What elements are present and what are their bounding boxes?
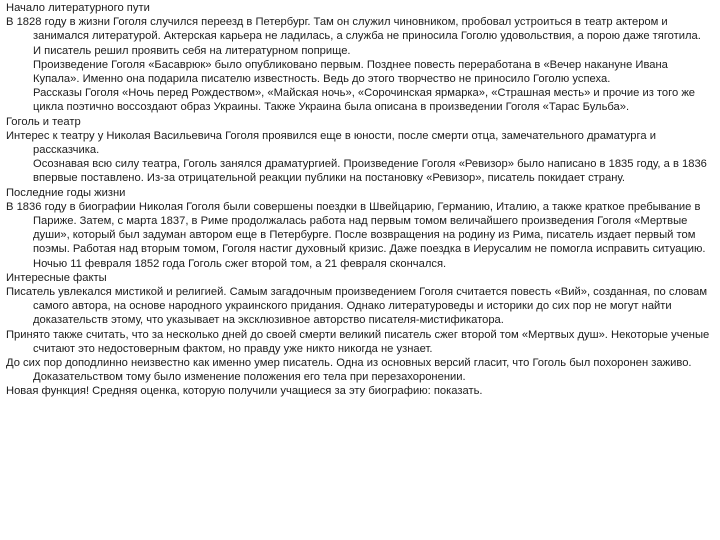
paragraph-mysticism-viy: Писатель увлекался мистикой и религией. Самым загадочным произведением Гоголя считается повесть «Вий», созданная, по словам самого автора, на основе народного украинского придания. Однако литературоведы и историки до сих пор не могут найти доказательств этому, что указывает на эксклюзивное авторство писателя-мистификатора. bbox=[6, 286, 708, 327]
section-heading-last-years: Последние годы жизни bbox=[6, 186, 126, 199]
paragraph-theatre-interest: Интерес к театру у Николая Васильевича Гоголя проявился еще в юности, после смерти отца, замечательного драматурга и рассказчика. bbox=[6, 129, 656, 157]
section-heading-literary-start: Начало литературного пути bbox=[6, 2, 150, 14]
paragraph-burned-volume: Принято также считать, что за несколько дней до своей смерти великий писатель сжег второй том «Мертвых душ». Некоторые ученые считают это недостоверным фактом, но правду уже никто никогда не узнает. bbox=[6, 328, 710, 355]
section-heading-facts: Интересные факты bbox=[6, 271, 107, 284]
paragraph-basavryuk: Произведение Гоголя «Басаврюк» было опубликовано первым. Позднее повесть переработана в «Вечер накануне Ивана Купала». Именно она подарила писателю известность. Ведь до этого творчество не приносило Гоголю успеха. bbox=[33, 58, 668, 86]
paragraph-new-feature: Новая функция! Средняя оценка, которую получили учащиеся за эту биографию: показать. bbox=[6, 385, 483, 398]
paragraph-death-mystery: До сих пор доподлинно неизвестно как именно умер писатель. Одна из основных версий гласит, что Гоголь был похоронен заживо. Доказательством тому было изменение положения его тела при перезахоронении. bbox=[6, 357, 692, 384]
paragraph-ukraine-stories: Рассказы Гоголя «Ночь перед Рождеством», «Майская ночь», «Сорочинская ярмарка», «Страшная месть» и прочие из того же цикла поэтично воссоздают образ Украины. Также Украина была описана в произведении Гоголя «Тарас Бульба». bbox=[33, 87, 696, 114]
paragraph-revizor: Осознавая всю силу театра, Гоголь занялся драматургией. Произведение Гоголя «Ревизор» было написано в 1835 году, а в 1836 впервые поставлено. Из-за отрицательной реакции публики на постановку «Ревизор», писатель покидает страну. bbox=[33, 158, 707, 185]
paragraph-petersburg-move: В 1828 году в жизни Гоголя случился переезд в Петербург. Там он служил чиновником, пробовал устроиться в театр актером и занимался литературой. Актерская карьера не ладилась, а служба не приносила Гоголю удовольствия, а порою даже тяготила. И писатель решил проявить себя на литературном поприще. bbox=[6, 16, 701, 57]
paragraph-travels-dead-souls: В 1836 году в биографии Николая Гоголя были совершены поездки в Швейцарию, Германию, Италию, а также краткое пребывание в Париже. Затем, с марта 1837, в Риме продолжалась работа над первым томом величайшего произведения Гоголя «Мертвые души», который был задуман автором еще в Петербурге. После возвращения на родину из Рима, писатель издает первый том поэмы. Работая над вторым томом, Гоголя настиг духовный кризис. Даже поездка в Иерусалим не помогла исправить ситуацию. Ночью 11 февраля 1852 года Гоголь сжег второй том, а 21 февраля скончался. bbox=[6, 200, 706, 270]
section-heading-theatre: Гоголь и театр bbox=[6, 115, 81, 128]
